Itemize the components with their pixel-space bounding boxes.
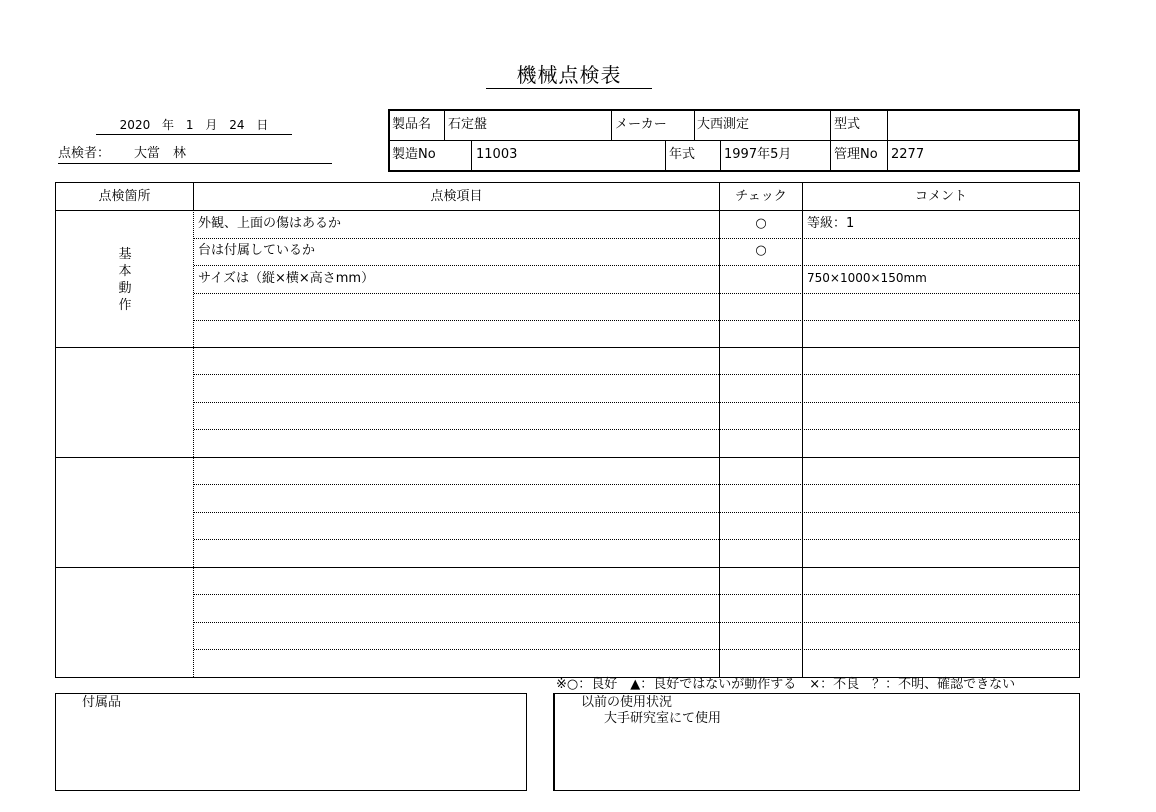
- info-divider: [471, 140, 472, 170]
- section-label-char: 本: [118, 264, 132, 279]
- row-divider: [194, 320, 1079, 321]
- serial-value: 11003: [476, 147, 518, 162]
- date-year: 2020: [119, 118, 151, 132]
- year-value: 1997年5月: [724, 147, 792, 162]
- date-month: 1: [185, 118, 194, 132]
- info-divider: [611, 111, 612, 140]
- row-divider: [194, 512, 1079, 513]
- equipment-info-table: [388, 109, 1080, 172]
- model-label: 型式: [834, 117, 861, 132]
- row-divider: [194, 402, 1079, 403]
- row-divider: [194, 238, 1079, 239]
- inspector-label: 点検者：: [58, 146, 111, 161]
- header-location: 点検箇所: [98, 189, 151, 204]
- info-divider: [887, 111, 888, 140]
- section-label-basic-operation: [56, 246, 194, 314]
- history-label: 以前の使用状況: [581, 695, 673, 710]
- row-divider: [194, 622, 1079, 623]
- info-divider: [720, 140, 721, 170]
- check-mark: ○: [755, 243, 767, 258]
- section-divider: [56, 347, 1079, 348]
- item-text: サイズは（縦×横×高さmm）: [198, 271, 375, 286]
- date-year-unit: 年: [162, 118, 175, 132]
- product-name-value: 石定盤: [448, 117, 488, 132]
- row-divider: [194, 594, 1079, 595]
- usage-history-box: [553, 693, 1080, 791]
- info-divider: [444, 111, 445, 140]
- accessories-box: [55, 693, 527, 791]
- page-title: 機械点検表: [486, 62, 652, 89]
- section-label-char: 基: [118, 247, 132, 262]
- inspection-date: [96, 116, 292, 135]
- header-item: 点検項目: [430, 189, 483, 204]
- section-divider: [56, 567, 1079, 568]
- product-name-label: 製品名: [392, 117, 432, 132]
- item-text: 外観、上面の傷はあるか: [198, 216, 342, 231]
- info-divider: [830, 140, 831, 170]
- inspector-name: 大當 林: [134, 146, 187, 161]
- mgmt-label: 管理No: [834, 147, 878, 162]
- item-text: 台は付属しているか: [198, 243, 316, 258]
- info-divider: [665, 140, 666, 170]
- row-divider: [194, 649, 1079, 650]
- mgmt-value: 2277: [891, 147, 925, 162]
- row-divider: [194, 484, 1079, 485]
- column-divider: [802, 183, 803, 677]
- info-divider: [830, 111, 831, 140]
- accessories-label: 付属品: [82, 695, 122, 710]
- row-divider: [194, 539, 1079, 540]
- date-day: 24: [229, 118, 245, 132]
- legend-note: ※○：良好 ▲：良好ではないが動作する ×：不良 ？：不明、確認できない: [556, 677, 1016, 692]
- header-comment: コメント: [914, 189, 967, 204]
- section-label-char: 作: [118, 298, 132, 313]
- row-divider: [194, 429, 1079, 430]
- date-day-unit: 日: [256, 118, 269, 132]
- history-value: 大手研究室にて使用: [604, 711, 722, 726]
- serial-label: 製造No: [392, 147, 436, 162]
- maker-label: メーカー: [615, 117, 667, 132]
- comment-text: 等級：1: [807, 216, 855, 231]
- check-mark: ○: [755, 216, 767, 231]
- comment-text: 750×1000×150mm: [807, 271, 927, 285]
- date-month-unit: 月: [205, 118, 218, 132]
- inspection-table: [55, 182, 1080, 678]
- row-divider: [194, 374, 1079, 375]
- year-label: 年式: [669, 147, 696, 162]
- section-label-char: 動: [118, 281, 132, 296]
- row-divider: [194, 293, 1079, 294]
- info-divider: [887, 140, 888, 170]
- inspector-field: [58, 145, 332, 164]
- header-check: チェック: [735, 189, 787, 204]
- maker-value: 大西測定: [697, 117, 750, 132]
- section-divider: [56, 457, 1079, 458]
